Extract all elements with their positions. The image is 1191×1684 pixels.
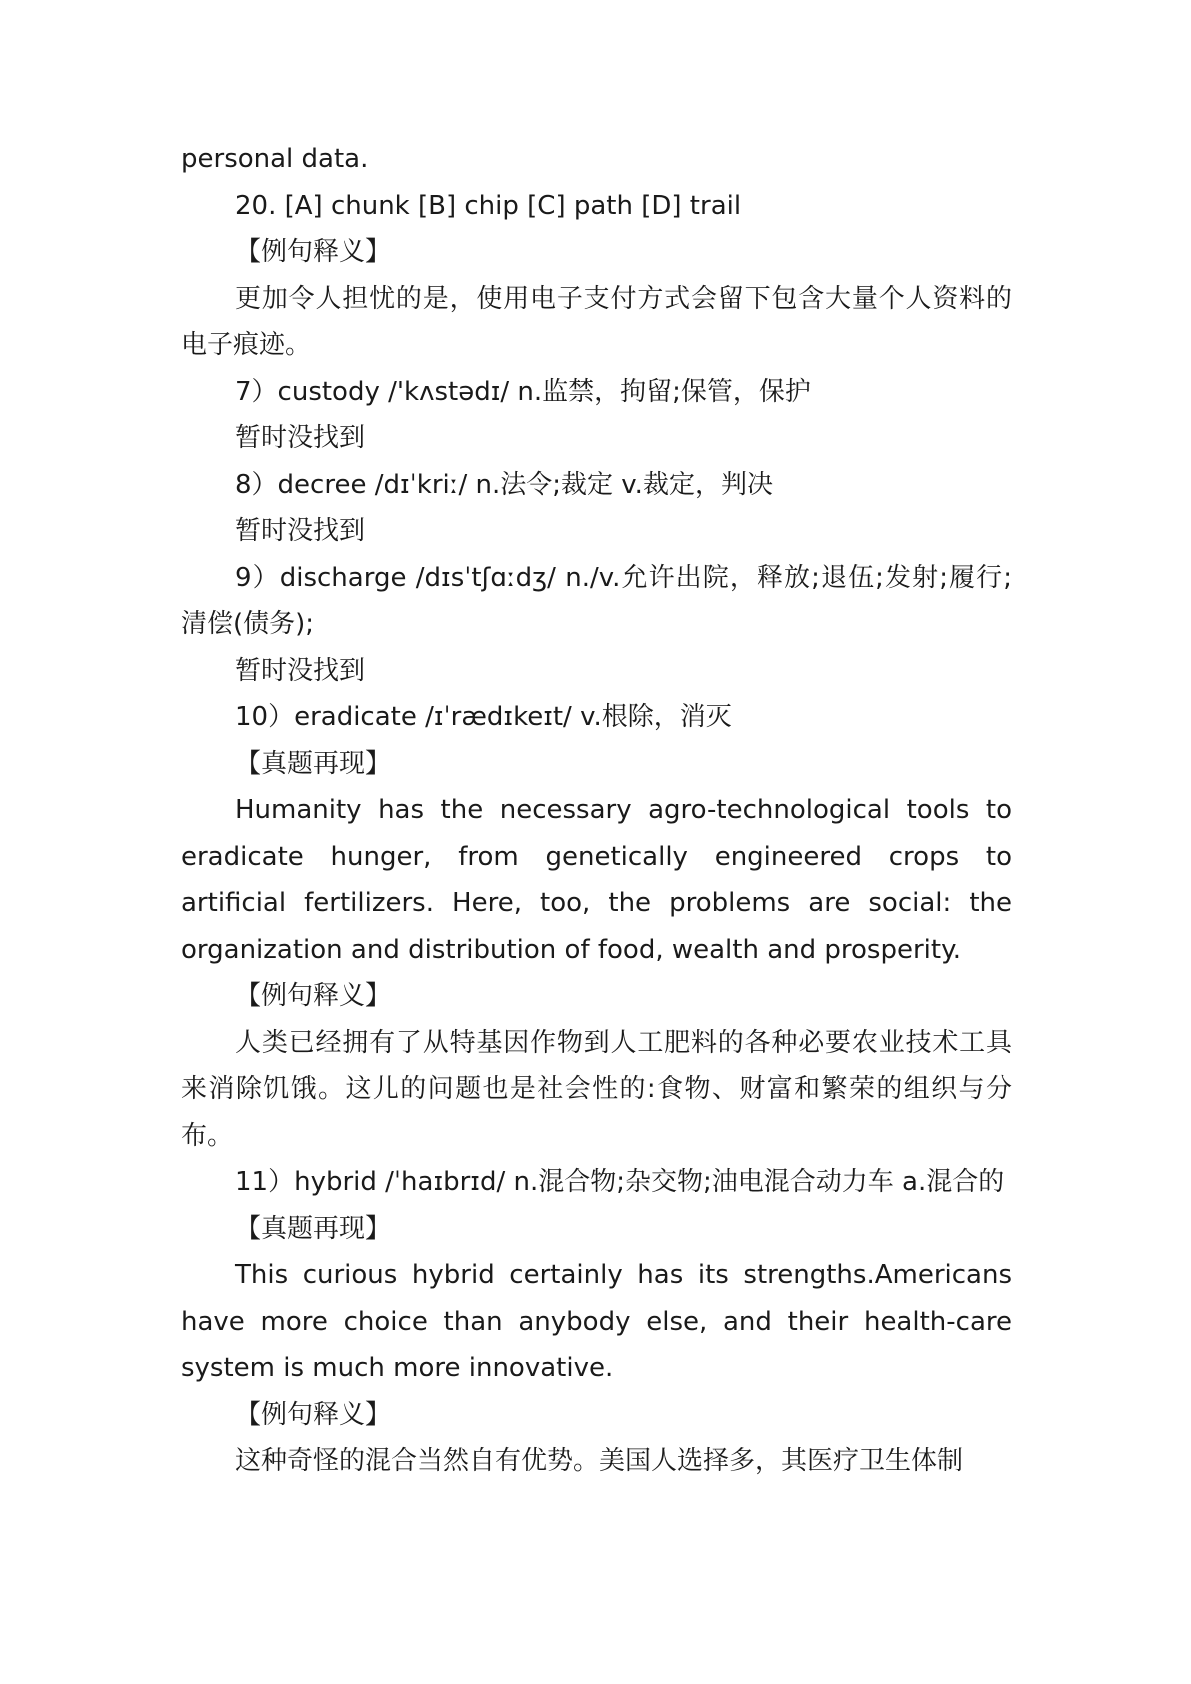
- paragraph-exam-sentence: Humanity has the necessary agro-technological tools to eradicate hunger, from genetically engineered crops to artificial fertilizers. Here, too, the problems are social: the organization and distribution of food, wealth and prosperity.: [181, 795, 1012, 965]
- vocab-entry-hybrid: 11）hybrid /ˈhaɪbrɪd/ n.混合物;杂交物;油电混合动力车 a.混合的: [235, 1167, 1005, 1197]
- section-heading-exam-sentence: 【真题再现】: [235, 748, 392, 779]
- paragraph-translation: 这种奇怪的混合当然自有优势。美国人选择多，其医疗卫生体制: [235, 1446, 964, 1476]
- document-page: [181, 136, 1012, 1485]
- section-heading-example-translation: 【例句释义】: [235, 981, 392, 1011]
- vocab-entry-decree: 8）decree /dɪˈkriː/ n.法令;裁定 v.裁定，判决: [235, 469, 773, 500]
- section-heading-exam-sentence: 【真题再现】: [235, 1213, 392, 1244]
- not-found-note: 暂时没找到: [235, 655, 366, 686]
- not-found-note: 暂时没找到: [235, 423, 366, 453]
- paragraph-exam-sentence: This curious hybrid certainly has its strengths.Americans have more choice than anybody else, and their health-care system is much more innovative.: [181, 1260, 1012, 1383]
- vocab-entry-eradicate: 10）eradicate /ɪˈrædɪkeɪt/ v.根除，消灭: [235, 702, 732, 732]
- section-heading-example-translation: 【例句释义】: [235, 237, 392, 267]
- section-heading-example-translation: 【例句释义】: [235, 1399, 392, 1430]
- vocab-entry-discharge: 9）discharge /dɪsˈtʃɑːdʒ/ n./v.允许出院，释放;退伍;发射;履行;清偿(债务);: [181, 562, 1012, 639]
- paragraph-translation: 更加令人担忧的是，使用电子支付方式会留下包含大量个人资料的电子痕迹。: [181, 283, 1012, 360]
- vocab-entry-custody: 7）custody /'kʌstədɪ/ n.监禁，拘留;保管，保护: [235, 376, 811, 407]
- question-20-options: 20. [A] chunk [B] chip [C] path [D] trail: [235, 190, 742, 221]
- paragraph-personal-data: personal data.: [181, 144, 369, 174]
- paragraph-translation: 人类已经拥有了从特基因作物到人工肥料的各种必要农业技术工具来消除饥饿。这儿的问题也是社会性的:食物、财富和繁荣的组织与分布。: [181, 1027, 1012, 1151]
- not-found-note: 暂时没找到: [235, 516, 366, 546]
